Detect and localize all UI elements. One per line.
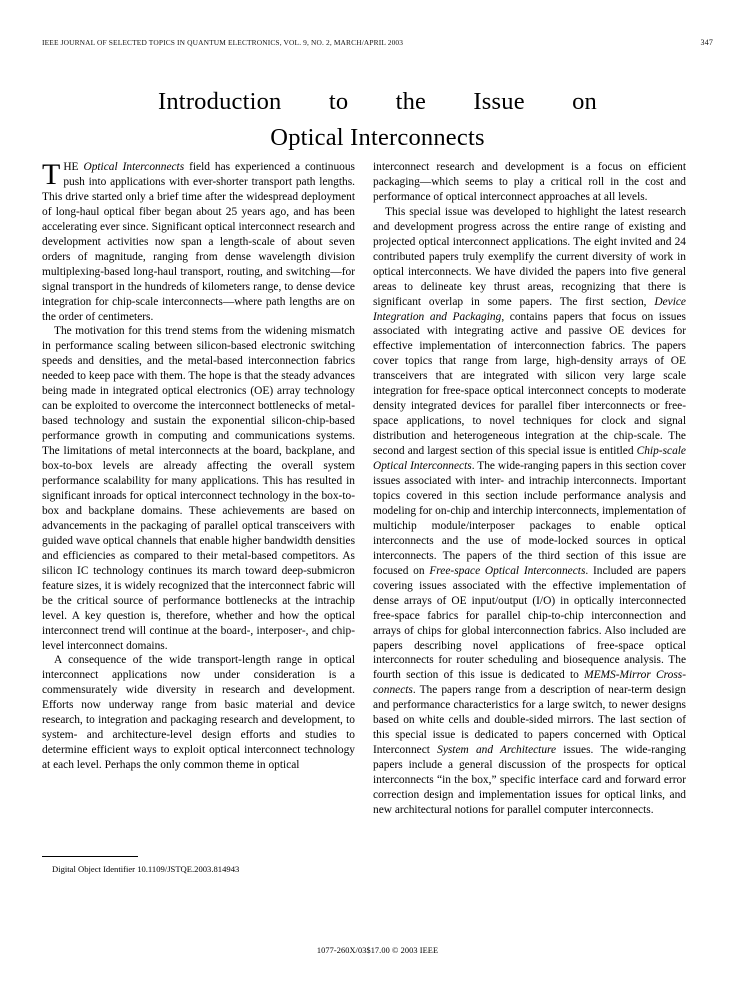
paragraph-packaging: interconnect research and development is a focus on efficient packaging—which seems to play a critical roll in the cost and performance of optical interconnect approaches at all levels. (373, 161, 686, 203)
section-name-free-space: Free-space Optical Interconnects (429, 564, 586, 577)
journal-citation: IEEE JOURNAL OF SELECTED TOPICS IN QUANTUM ELECTRONICS, VOL. 9, NO. 2, MARCH/APRIL 2003 (42, 38, 404, 47)
drop-cap: T (42, 158, 61, 191)
paragraph-motivation: The motivation for this trend stems from the widening mismatch in performance scaling between silicon-based electronic switching speeds and densities, and the metal-based interconnection fabrics needed to keep pace with them. The hope is that the steady advances being made in integrated optical electronics (OE) array technology can be exploited to overcome the interconnect bottlenecks of metal-based technology and sustain the exponential silicon-chip-based performance growth in computing and communications systems. The limitations of metal interconnects at the board, backplane, and box-to-box levels are already affecting the overall system performance scalability for many applications. This has resulted in significant inroads for optical interconnect technology in the box-to-box and backplane domains. These achievements are based on advancements in the packaging of parallel optical transceivers with guided wave optical channels that enable higher bandwidth densities and efficiencies as compared to their metal-based competitors. As silicon IC technology continues its march toward deep-submicron feature sizes, it is widely recognized that the interconnect fabric will be the critical source of performance bottlenecks at the intrachip level. A key question is, therefore, whether and how the optical interconnect trend will continue at the board-, interposer-, and chip-level interconnect domains. (42, 325, 355, 652)
opening-body-text: field has experienced a continuous push into applications with ever-shorter transport path lengths. This drive started only a brief time after the widespread deployment of long-haul optical fiber began about 25 years ago, and has been accelerating ever since. Significant optical interconnect research and development activities now span a length-scale of about seven orders of magnitude, ranging from dense wavelength division multiplexing-based long-haul transport, routing, and switching—for signal transport in the hundreds of kilometers range, to dense device integration for chip-scale interconnects—where path lengths are on the order of centimeters. (42, 161, 355, 323)
opening-italic-term: Optical Interconnects (83, 161, 185, 173)
section-name-chip-scale: Chip-scale Optical Interconnects (373, 445, 686, 473)
right-column (373, 160, 686, 860)
section-text-a: This special issue was developed to highlight the latest research and development progress across the entire range of existing and projected optical interconnect applications. The eight invited and 24 contributed papers truly exemplify the current diversity of work in optical interconnects. We have divided the papers into five general areas to delineate key thrust areas, recognizing that there is significant overlap in some papers. The first section, (373, 205, 686, 308)
section-text-f: issues. The wide-ranging papers include a general discussion of the prospects for optical interconnects “in the box,” specific interface card and forward error correction design and implementation issues for optical links, and new architectural notions for parallel computer interconnects. (373, 744, 686, 816)
paragraph-opening (42, 160, 355, 324)
page-title (110, 84, 645, 156)
opening-smallcaps: HE (63, 161, 84, 173)
section-text-e: . The papers range from a description of near-term design and performance characteristics for a large switch, to newer designs based on white cells and double-sided mirrors. The last section of this special issue is dedicated to papers concerned with Optical Interconnect (373, 684, 686, 757)
title-line-2: Optical Interconnects (270, 124, 485, 152)
footnote-block (42, 856, 355, 875)
left-column (42, 160, 355, 860)
body-columns (42, 160, 713, 860)
section-text-d: . Included are papers covering issues associated with the effective implementation of dense arrays of OE input/output (I/O) in optically interconnected free-space fabrics for parallel chip-to-chip interconnection and arrays of chips for global interconnection fabrics. Also included are papers describing novel applications of free-space optical interconnects for router scheduling and biosequence analysis. The fourth section of this issue is dedicated to (373, 564, 686, 682)
running-head (42, 38, 713, 47)
doi-text: Digital Object Identifier 10.1109/JSTQE.2003.814943 (52, 864, 240, 874)
copyright-footer: 1077-260X/03$17.00 © 2003 IEEE (316, 946, 439, 955)
section-text-b: , contains papers that focus on issues associated with integrating active and passive OE devices for effective implementation of interconnection fabrics. The papers cover topics that range from large, high-density arrays of OE transceivers that are integrated with silicon very large scale integration for free-space optical interconnect concepts to moderate density integrated devices for parallel fiber interconnects or free-space applications, to novel techniques for clock and signal distribution and heterogeneous integration at the chip-scale. The second and largest section of this special issue is entitled (373, 310, 686, 458)
section-name-system-architecture: System and Architecture (437, 744, 557, 757)
section-name-mems-mirror: MEMS-Mirror Cross-connects (373, 669, 686, 697)
section-text-c: . The wide-ranging papers in this section cover issues associated with inter- and intrachip interconnects. Important topics covered in this section include performance analysis and modeling for on-chip and interchip interconnects, implementation of multichip module/interposer packages to enable optical interconnects and the use of mode-locked sources in optical interconnects. The papers of the third section of this issue are focused on (373, 460, 686, 577)
paragraph-special-issue (373, 205, 686, 818)
footnote-rule (42, 856, 138, 857)
title-line-1: Introduction to the Issue on (158, 88, 597, 116)
section-name-device-integration: Device Integration and Packaging (373, 295, 686, 323)
page-number: 347 (700, 38, 713, 47)
paragraph-consequence: A consequence of the wide transport-length range in optical interconnect applications now under consideration is a commensurately wide diversity in research and development. Efforts now underway range from basic material and device research, to integration and packaging research and development, to system- and architecture-level design efforts and studies to determine efficient ways to exploit optical interconnect technology at each level. Perhaps the only common theme in optical (42, 654, 355, 772)
